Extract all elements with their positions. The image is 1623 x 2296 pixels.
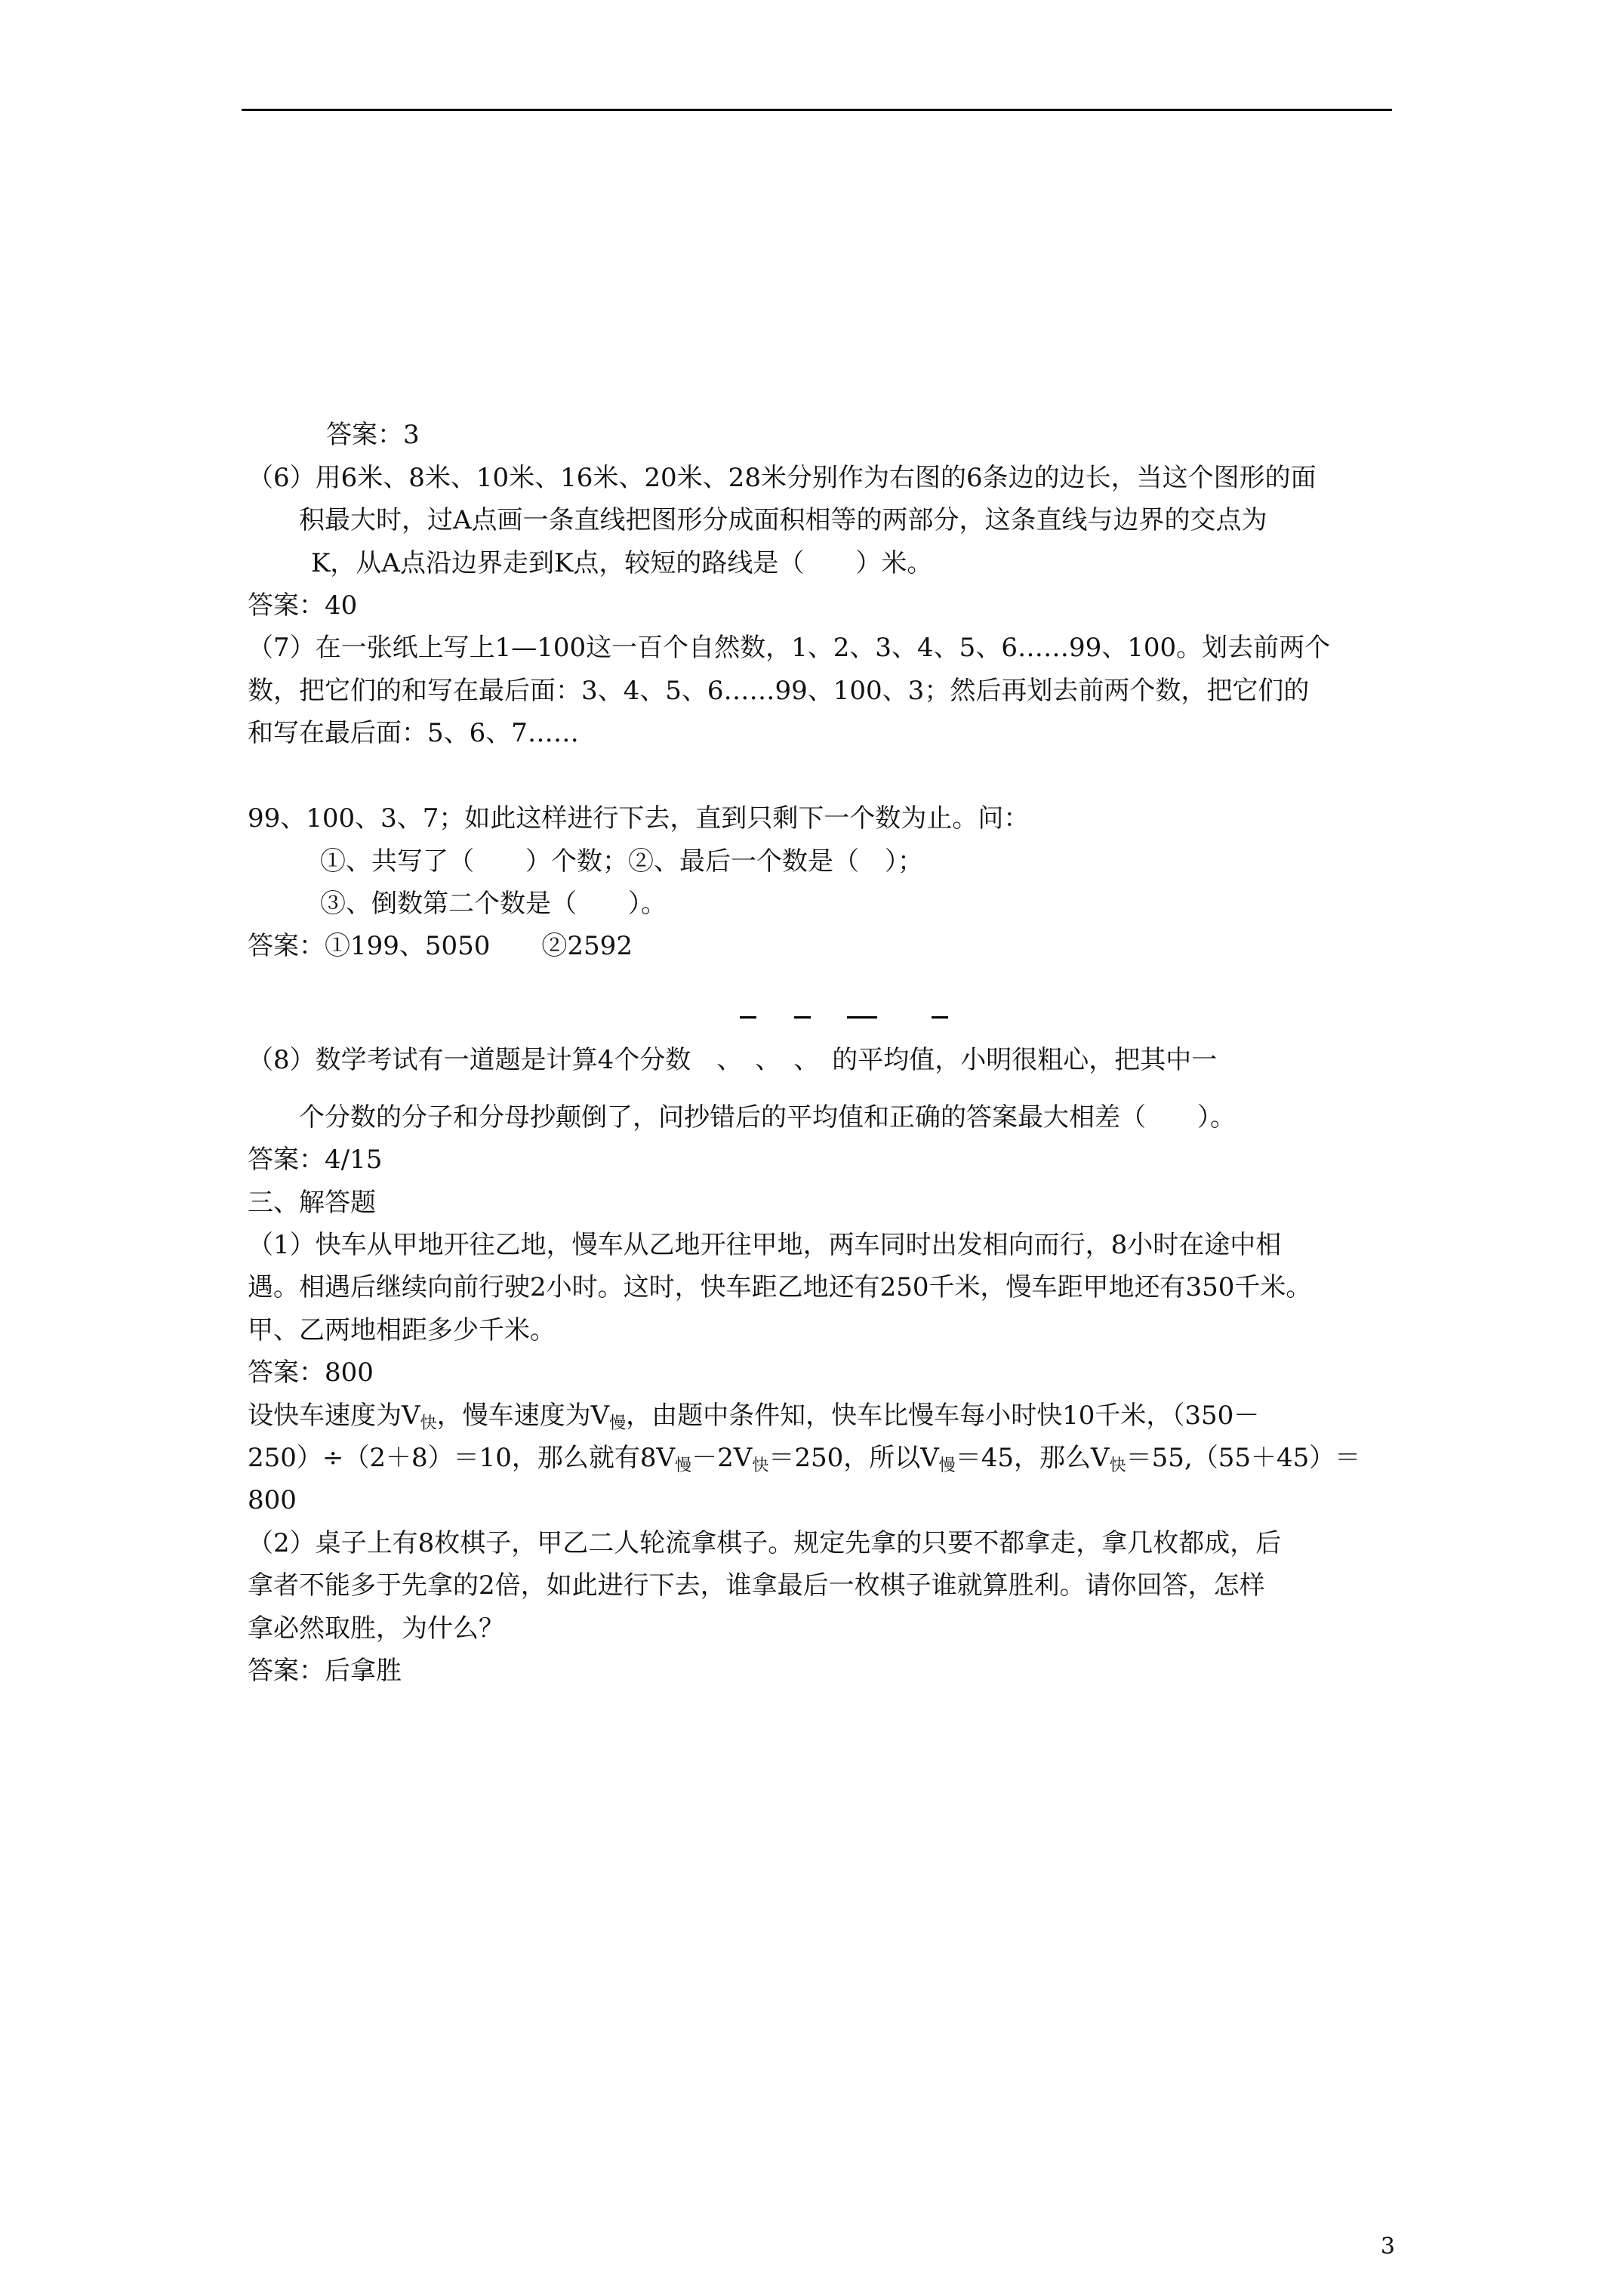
problem-1-line-2: 遇。相遇后继续向前行驶2小时。这时，快车距乙地还有250千米，慢车距甲地还有350千米。 — [248, 1272, 1312, 1302]
solution-line-1 — [248, 1401, 1259, 1439]
subscript: 快 — [1109, 1456, 1126, 1475]
text-run: 250）÷（2＋8）＝10，那么就有8V — [248, 1443, 676, 1473]
fraction-bar — [740, 1016, 756, 1019]
subscript: 慢 — [938, 1456, 956, 1475]
fraction-bar — [847, 1016, 877, 1019]
subscript: 慢 — [675, 1456, 692, 1475]
problem-1-line-3: 甲、乙两地相距多少千米。 — [248, 1315, 556, 1345]
question-7-sub-1: ①、共写了（ ）个数；②、最后一个数是（ ）； — [320, 846, 923, 877]
subscript: 慢 — [609, 1414, 627, 1433]
section-heading: 三、解答题 — [248, 1188, 376, 1218]
problem-2-line-3: 拿必然取胜，为什么？ — [248, 1613, 504, 1644]
question-6-line-1: （6）用6米、8米、10米、16米、20米、28米分别作为右图的6条边的边长，当这个图形的面 — [248, 463, 1317, 493]
question-6-line-2: 积最大时，过A点画一条直线把图形分成面积相等的两部分，这条直线与边界的交点为 — [299, 505, 1267, 535]
text-run: ，慢车速度为V — [436, 1401, 610, 1431]
fraction-bar — [794, 1016, 811, 1019]
answer-line: 答案：800 — [248, 1358, 374, 1388]
text-run: ＝250，所以V — [768, 1443, 939, 1473]
question-7-line-2: 数，把它们的和写在最后面：3、4、5、6……99、100、3；然后再划去前两个数，把它们的 — [248, 676, 1310, 706]
question-7-sub-2: ③、倒数第二个数是（ ）。 — [320, 889, 667, 919]
answer-line: 答案：①199、5050 ②2592 — [248, 931, 633, 961]
subscript: 快 — [420, 1414, 437, 1433]
problem-2-line-1: （2）桌子上有8枚棋子，甲乙二人轮流拿棋子。规定先拿的只要不都拿走，拿几枚都成，后 — [248, 1528, 1282, 1558]
page-number: 3 — [1380, 2233, 1395, 2260]
solution-line-2 — [248, 1443, 1360, 1481]
text-run: ＝55,（55＋45）＝ — [1126, 1443, 1361, 1473]
question-7-line-3: 和写在最后面：5、6、7…… — [248, 718, 579, 748]
question-7-line-1: （7）在一张纸上写上1—100这一百个自然数，1、2、3、4、5、6……99、100。划去前两个 — [248, 633, 1331, 663]
text-run: ＝45，那么V — [955, 1443, 1110, 1473]
problem-1-line-1: （1）快车从甲地开往乙地，慢车从乙地开往甲地，两车同时出发相向而行，8小时在途中相 — [248, 1230, 1282, 1260]
question-8-line-1: （8）数学考试有一道题是计算4个分数 、 、 、 的平均值，小明很粗心，把其中一 — [248, 1045, 1218, 1075]
question-7-line-4: 99、100、3、7；如此这样进行下去，直到只剩下一个数为止。问： — [248, 803, 1030, 834]
fraction-bar — [932, 1016, 948, 1019]
answer-line: 答案：40 — [248, 590, 358, 621]
text-run: 设快车速度为V — [248, 1401, 420, 1431]
header-rule — [242, 109, 1392, 111]
question-8-line-2: 个分数的分子和分母抄颠倒了，问抄错后的平均值和正确的答案最大相差（ ）。 — [299, 1102, 1236, 1133]
question-6-line-3: K，从A点沿边界走到K点，较短的路线是（ ）米。 — [311, 548, 933, 578]
solution-line-3: 800 — [248, 1485, 297, 1515]
fraction-bars — [0, 1016, 1623, 1019]
answer-line: 答案：3 — [326, 420, 420, 450]
text-run: －2V — [691, 1443, 753, 1473]
answer-line: 答案：4/15 — [248, 1145, 383, 1175]
problem-2-line-2: 拿者不能多于先拿的2倍，如此进行下去，谁拿最后一枚棋子谁就算胜利。请你回答，怎样 — [248, 1570, 1265, 1601]
answer-line: 答案：后拿胜 — [248, 1656, 402, 1686]
text-run: ，由题中条件知，快车比慢车每小时快10千米，（350－ — [626, 1401, 1260, 1431]
subscript: 快 — [752, 1456, 769, 1475]
